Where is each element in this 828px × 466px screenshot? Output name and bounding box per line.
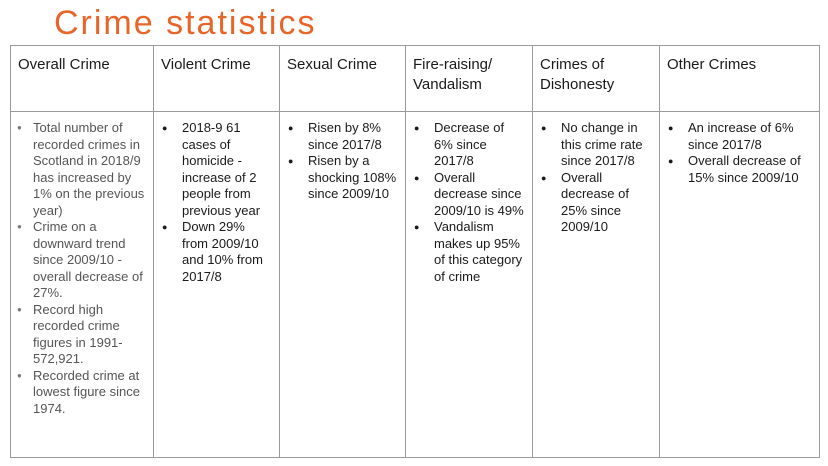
cell-crimes-of-dishonesty (533, 112, 660, 458)
list-item: ● Record high recorded crime figures in 1991- 572,921. (17, 302, 147, 368)
list-item: ● Overall decrease of 25% since 2009/10 (539, 170, 653, 236)
list-item: ● Vandalism makes up 95% of this category of crime (412, 219, 526, 285)
list-item: ● Decrease of 6% since 2017/8 (412, 120, 526, 170)
crime-statistics-table (10, 45, 820, 458)
cell-sexual-crime (280, 112, 406, 458)
cell-violent-crime (154, 112, 280, 458)
list-item: ● Down 29% from 2009/10 and 10% from 2017/8 (160, 219, 273, 285)
list-item: ● No change in this crime rate since 2017/8 (539, 120, 653, 170)
header-row (11, 46, 820, 112)
list-item: ● Risen by 8% since 2017/8 (286, 120, 399, 153)
list-item: ● Overall decrease since 2009/10 is 49% (412, 170, 526, 220)
header-overall-crime: Overall Crime (11, 46, 154, 112)
list-item: ● An increase of 6% since 2017/8 (666, 120, 813, 153)
list-item: ● Recorded crime at lowest figure since 1974. (17, 368, 147, 418)
cell-fire-raising-vandalism (406, 112, 533, 458)
header-crimes-of-dishonesty: Crimes of Dishonesty (533, 46, 660, 112)
violent-crime-list (160, 120, 273, 285)
header-violent-crime: Violent Crime (154, 46, 280, 112)
other-crimes-list (666, 120, 813, 186)
header-sexual-crime: Sexual Crime (280, 46, 406, 112)
cell-overall-crime (11, 112, 154, 458)
overall-crime-list (17, 120, 147, 417)
header-fire-raising-vandalism: Fire-raising/ Vandalism (406, 46, 533, 112)
list-item: ● Crime on a downward trend since 2009/10 - overall decrease of 27%. (17, 219, 147, 302)
list-item: ● Risen by a shocking 108% since 2009/10 (286, 153, 399, 203)
sexual-crime-list (286, 120, 399, 203)
list-item: ● 2018-9 61 cases of homicide - increase of 2 people from previous year (160, 120, 273, 219)
list-item: ● Total number of recorded crimes in Scotland in 2018/9 has increased by 1% on the previous year) (17, 120, 147, 219)
header-other-crimes: Other Crimes (660, 46, 820, 112)
cell-other-crimes (660, 112, 820, 458)
body-row (11, 112, 820, 458)
list-item: ● Overall decrease of 15% since 2009/10 (666, 153, 813, 186)
page-title: Crime statistics (54, 4, 317, 42)
fire-raising-vandalism-list (412, 120, 526, 285)
crimes-of-dishonesty-list (539, 120, 653, 236)
